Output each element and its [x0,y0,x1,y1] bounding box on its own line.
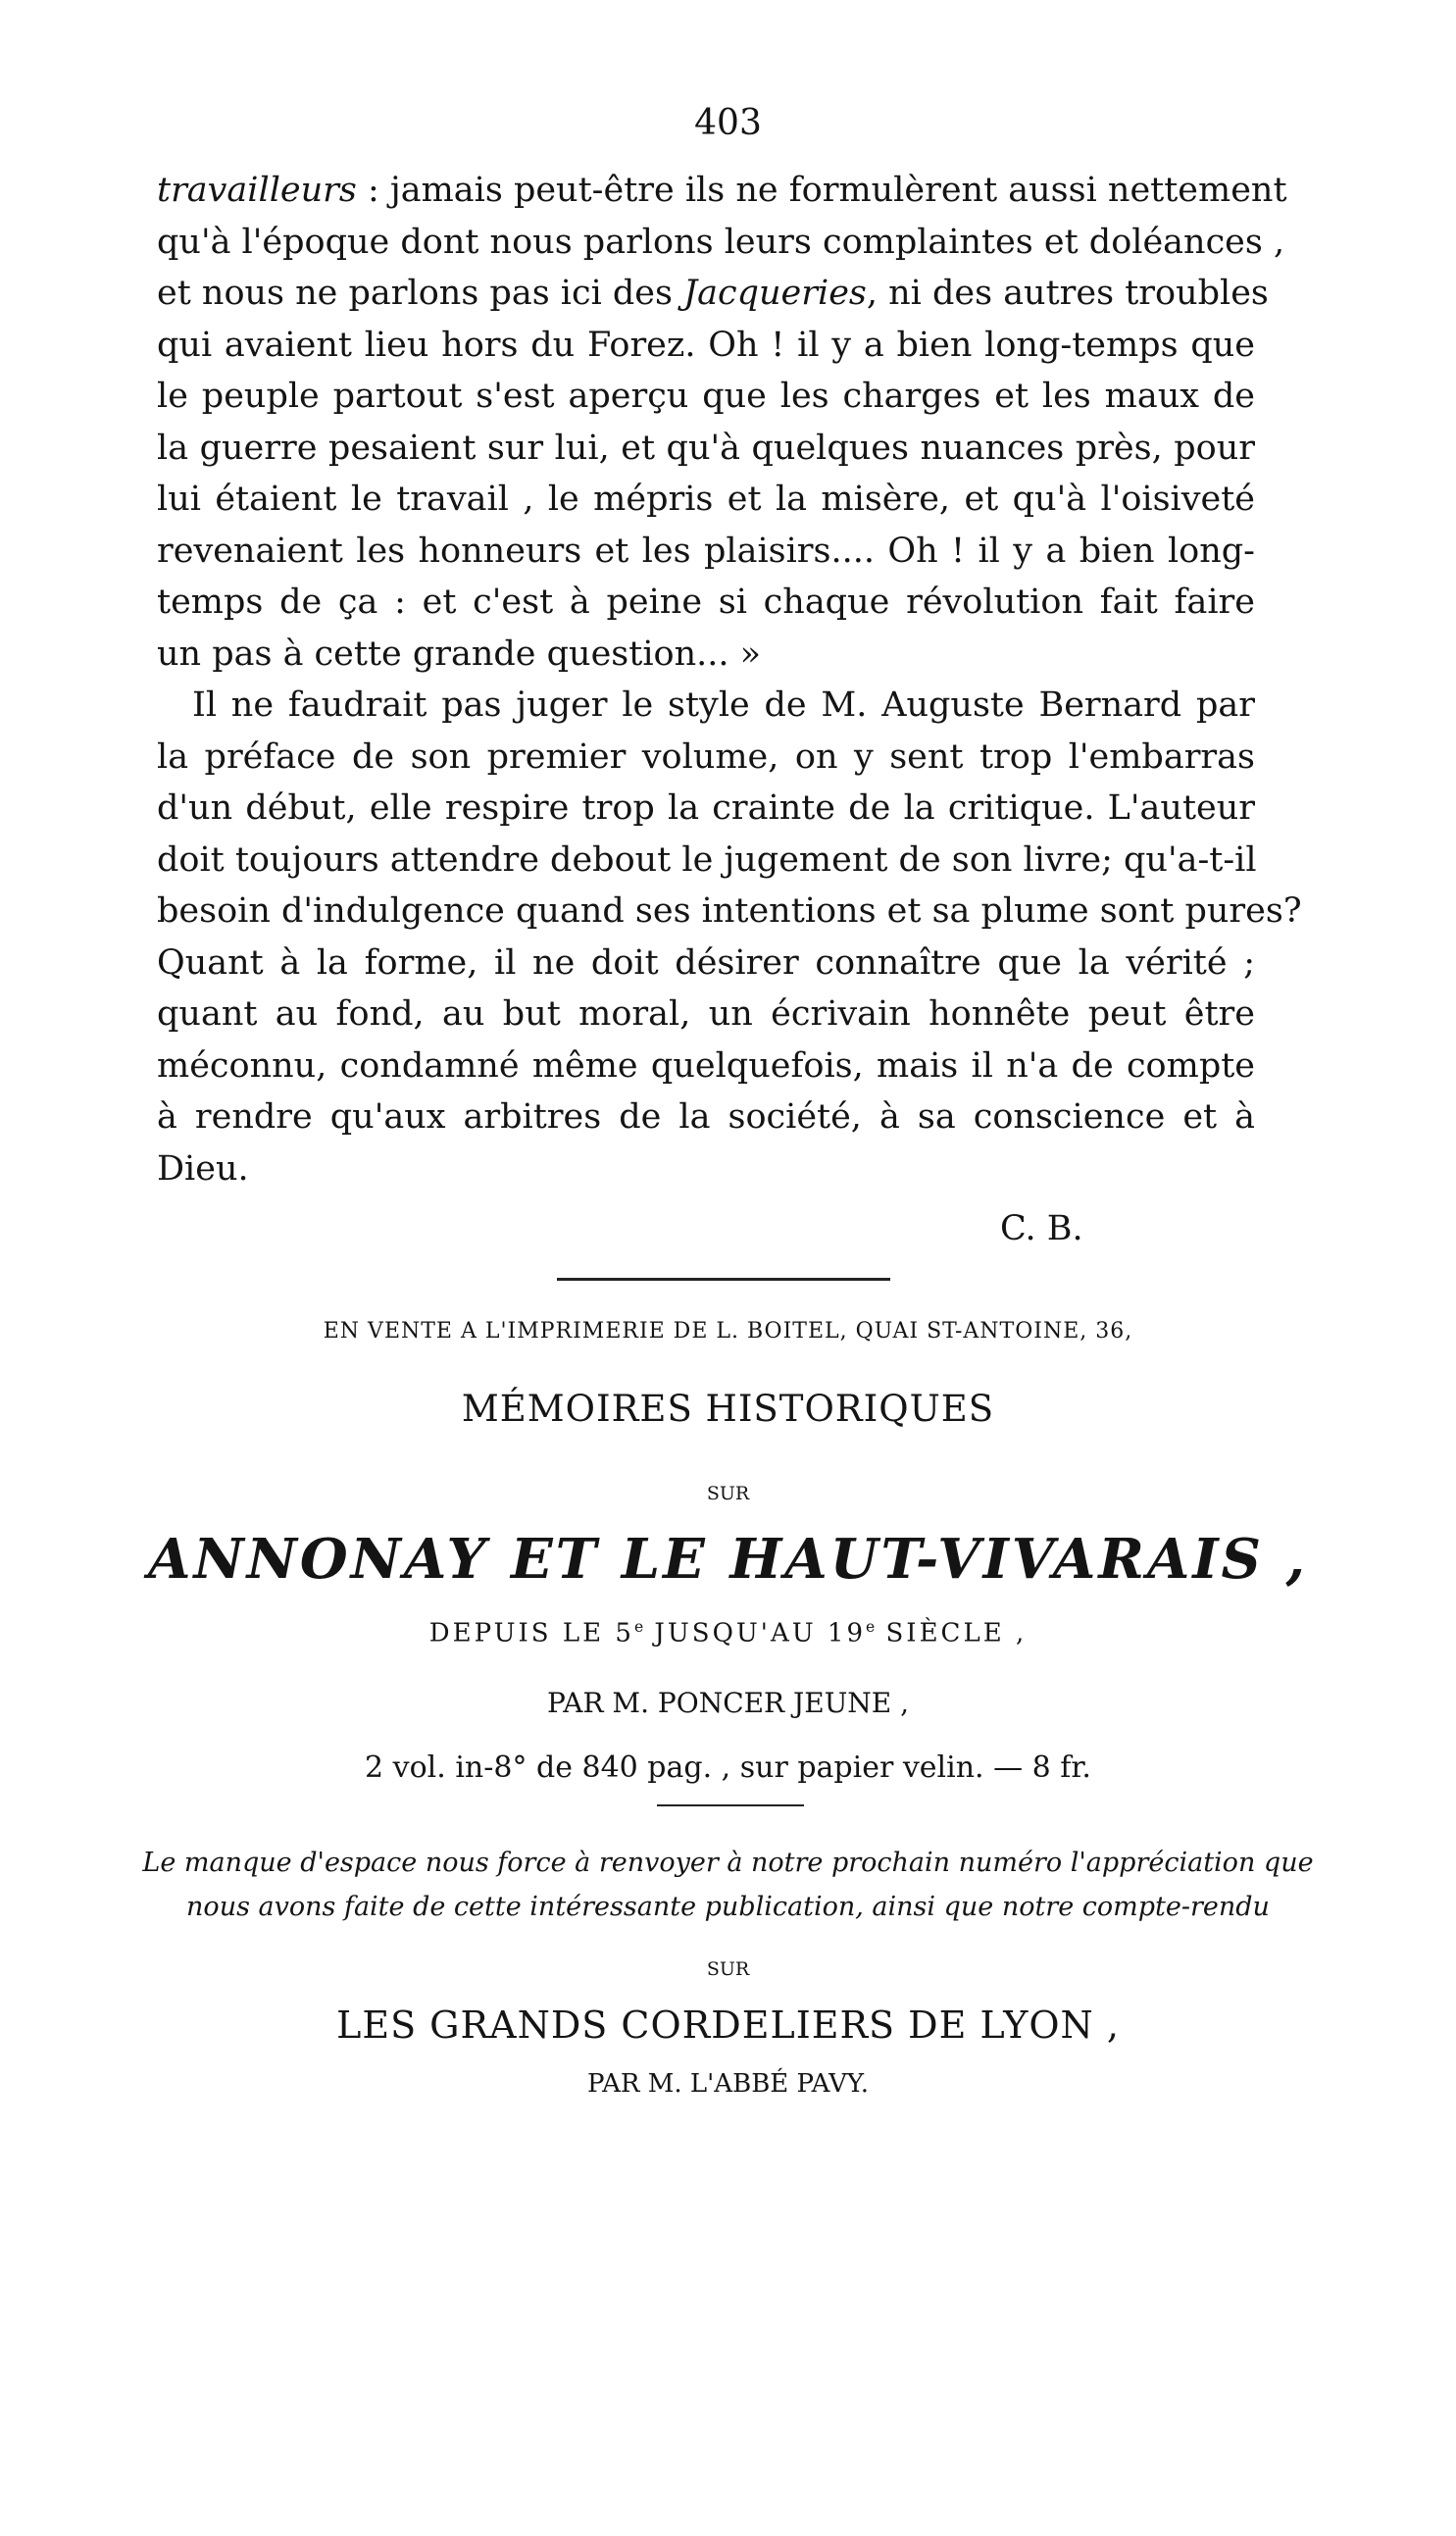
text-line: d'un début, elle respire trop la crainte de la critique. L'auteur [157,788,1255,828]
text-line: le peuple partout s'est aperçu que les charges et les maux de [157,377,1255,416]
text-line: à rendre qu'aux arbitres de la société, à sa conscience et à [157,1097,1255,1137]
text-line: la préface de son premier volume, on y sent trop l'embarras [157,736,1255,777]
section-divider [557,1278,890,1281]
text-line: doit toujours attendre debout le jugement de son livre; qu'a-t-il [157,839,1257,880]
text-line: Quant à la forme, il ne doit désirer connaître que la vérité ; [157,942,1255,983]
date-range: DEPUIS LE 5e JUSQU'AU 19e SIÈCLE , [428,1618,1028,1648]
note-line: Le manque d'espace nous force à renvoyer à notre prochain numéro l'appréciation que [142,1848,1314,1878]
book-title: ANNONAY ET LE HAUT-VIVARAIS , [148,1527,1308,1592]
note-line: nous avons faite de cette intéressante publication, ainsi que notre compte-rendu [186,1892,1270,1922]
text-line: et nous ne parlons pas ici des Jacqueries, ni des autres troubles [157,274,1269,313]
book-heading: MÉMOIRES HISTORIQUES [461,1388,995,1430]
sur-label: SUR [706,1483,750,1504]
pavy-line: PAR M. L'ABBÉ PAVY. [587,2069,869,2099]
sur-label-2: SUR [706,1958,750,1980]
small-divider [657,1804,804,1806]
sale-notice: EN VENTE A L'IMPRIMERIE DE L. BOITEL, QUAI ST-ANTOINE, 36, [323,1319,1133,1344]
author-line: PAR M. PONCER JEUNE , [546,1687,910,1719]
text-line: quant au fond, au but moral, un écrivain honnête peut être [157,994,1255,1034]
text-line: temps de ça : et c'est à peine si chaque révolution fait faire [157,583,1255,622]
text-line: besoin d'indulgence quand ses intentions et sa plume sont pures? [157,891,1302,931]
text-line: travailleurs : jamais peut-être ils ne formulèrent aussi nettement [157,171,1287,210]
text-line: lui étaient le travail , le mépris et la misère, et qu'à l'oisiveté [157,480,1255,519]
text-line: revenaient les honneurs et les plaisirs.... Oh ! il y a bien long- [157,531,1255,571]
text-line: qu'à l'époque dont nous parlons leurs complaintes et doléances , [157,222,1285,262]
text-line: qui avaient lieu hors du Forez. Oh ! il y a bien long-temps que [157,325,1255,365]
text-line: Il ne faudrait pas juger le style de M. Auguste Bernard par [192,685,1255,725]
page-number: 403 [694,103,762,143]
text-line: méconnu, condamné même quelquefois, mais il n'a de compte [157,1045,1255,1086]
text-line: Dieu. [157,1148,249,1189]
signature: C. B. [1000,1209,1083,1248]
cordeliers-title: LES GRANDS CORDELIERS DE LYON , [336,2003,1120,2047]
price-line: 2 vol. in-8° de 840 pag. , sur papier velin. — 8 fr. [365,1750,1091,1785]
text-line: un pas à cette grande question... » [157,634,762,674]
text-line: la guerre pesaient sur lui, et qu'à quelques nuances près, pour [157,428,1255,468]
